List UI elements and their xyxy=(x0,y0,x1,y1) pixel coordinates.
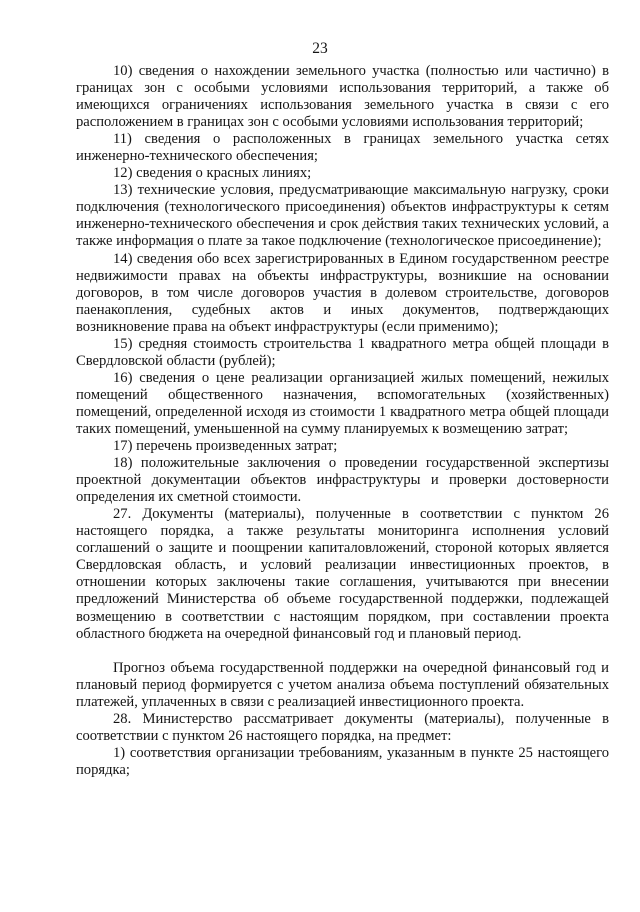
list-item-16: 16) сведения о цене реализации организацией жилых помещений, нежилых помещений общественного назначения, вспомогательных (хозяйственных) помещений, определенной исходя из стоимости 1 квадратного метра общей площади таких помещений, уменьшенной на сумму планируемых к возмещению затрат; xyxy=(76,369,609,437)
page-number: 23 xyxy=(312,40,328,57)
section-27-paragraph: 27. Документы (материалы), полученные в соответствии с пунктом 26 настоящего порядка, а также результаты мониторинга исполнения условий соглашений о защите и поощрении капиталовложений, стороной которых является Свердловская область, и условий реализации инвестиционных проектов, в отношении которых заключены такие соглашения, учитываются при внесении предложений Министерства об объеме государственной поддержки, подлежащей возмещению в соответствии с настоящим порядком, при составлении проекта областного бюджета на очередной финансовый год и плановый период. xyxy=(76,506,609,642)
forecast-paragraph: Прогноз объема государственной поддержки на очередной финансовый год и плановый период формируется с учетом анализа объема поступлений обязательных платежей, уплаченных в связи с реализацией инвестиционного проекта. xyxy=(76,659,609,710)
list-item-17: 17) перечень произведенных затрат; xyxy=(113,438,338,455)
list-item-13: 13) технические условия, предусматривающие максимальную нагрузку, сроки подключения (технологического присоединения) объектов инфраструктуры к сетям инженерно-технического обеспечения и срок действия таких технических условий, а также информация о плате за такое подключение (технологическое присоединение); xyxy=(76,182,609,250)
section-28-item-1: 1) соответствия организации требованиям, указанным в пункте 25 настоящего порядка; xyxy=(76,744,609,778)
list-item-15: 15) средняя стоимость строительства 1 квадратного метра общей площади в Свердловской области (рублей); xyxy=(76,335,609,369)
list-item-10: 10) сведения о нахождении земельного участка (полностью или частично) в границах зон с особыми условиями использования территорий, а также об имеющихся ограничениях использования земельного участка в связи с его расположением в границах зон с особыми условиями использования территорий; xyxy=(76,63,609,131)
section-28-paragraph: 28. Министерство рассматривает документы (материалы), полученные в соответствии с пунктом 26 настоящего порядка, на предмет: xyxy=(76,710,609,744)
list-item-18: 18) положительные заключения о проведении государственной экспертизы проектной документации объектов инфраструктуры и проверки достоверности определения их сметной стоимости. xyxy=(76,455,609,506)
document-body xyxy=(76,63,609,779)
list-item-11: 11) сведения о расположенных в границах земельного участка сетях инженерно-технического обеспечения; xyxy=(76,131,609,165)
list-item-12: 12) сведения о красных линиях; xyxy=(113,165,312,182)
list-item-14: 14) сведения обо всех зарегистрированных в Едином государственном реестре недвижимости правах на объекты инфраструктуры, возникшие на основании договоров, в том числе договоров участия в долевом строительстве, договоров паенакопления, судебных актов и иных документов, подтверждающих возникновение права на объект инфраструктуры (если применимо); xyxy=(76,250,609,335)
